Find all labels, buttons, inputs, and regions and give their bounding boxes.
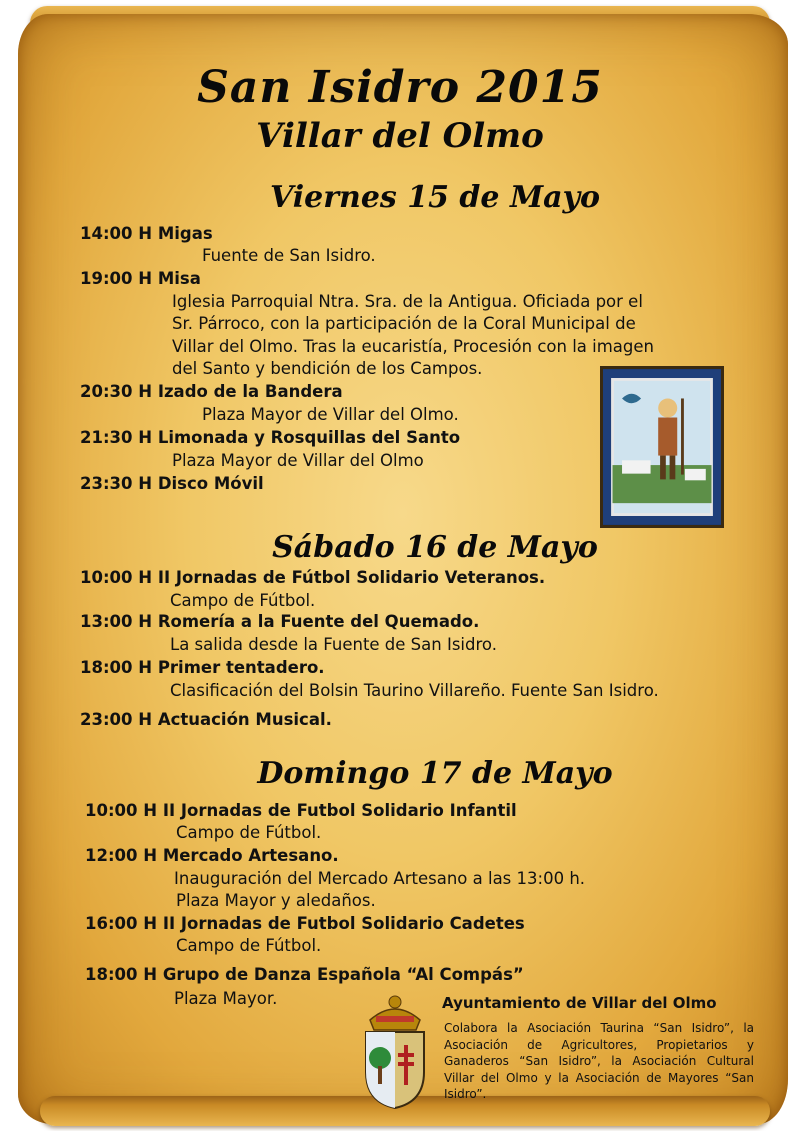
event-title: 10:00 H II Jornadas de Fútbol Solidario Veteranos. [80,568,546,587]
event-title: 16:00 H II Jornadas de Futbol Solidario Cadetes [85,914,525,933]
poster-subtitle: Villar del Olmo [256,116,544,156]
event-detail: Campo de Fútbol. [176,823,322,842]
event-title: 18:00 H Primer tentadero. [80,658,325,677]
event-detail: Sr. Párroco, con la participación de la Coral Municipal de [172,314,636,333]
event-title: 18:00 H Grupo de Danza Española “Al Compás” [85,965,524,984]
event-title: 14:00 H Migas [80,224,213,243]
event-detail: Clasificación del Bolsin Taurino Villareño. Fuente San Isidro. [170,681,659,700]
event-title: 19:00 H Misa [80,269,201,288]
event-detail: Inauguración del Mercado Artesano a las 13:00 h. [174,869,586,888]
event-title: 23:30 H Disco Móvil [80,474,264,493]
event-title: 10:00 H II Jornadas de Futbol Solidario Infantil [85,801,517,820]
event-detail: Campo de Fútbol. [176,936,322,955]
event-detail: La salida desde la Fuente de San Isidro. [170,635,497,654]
event-detail: Iglesia Parroquial Ntra. Sra. de la Antigua. Oficiada por el [172,292,643,311]
event-detail: Fuente de San Isidro. [202,246,376,265]
event-detail: del Santo y bendición de los Campos. [172,359,483,378]
event-detail: Plaza Mayor. [174,989,278,1008]
event-detail: Plaza Mayor y aledaños. [176,891,376,910]
coat-of-arms-emblem [358,990,432,1110]
event-detail: Villar del Olmo. Tras la eucaristía, Procesión con la imagen [172,337,654,356]
organizer-name: Ayuntamiento de Villar del Olmo [442,994,717,1012]
saint-tile-image [600,366,724,528]
event-title: 12:00 H Mercado Artesano. [85,846,339,865]
event-title: 13:00 H Romería a la Fuente del Quemado. [80,612,480,631]
event-detail: Plaza Mayor de Villar del Olmo [172,451,424,470]
poster-title: San Isidro 2015 [197,62,603,113]
event-title: 21:30 H Limonada y Rosquillas del Santo [80,428,461,447]
event-detail: Campo de Fútbol. [170,591,316,610]
day-heading-friday: Viernes 15 de Mayo [269,180,601,215]
day-heading-saturday: Sábado 16 de Mayo [272,530,598,565]
collaborators-text: Colabora la Asociación Taurina “San Isidro”, la Asociación de Agricultores, Propietarios y Ganaderos “San Isidro”, la Asociación Cultural Villar del Olmo y la Asociación de Mayores “San Isidro”. [444,1021,754,1101]
event-detail: Plaza Mayor de Villar del Olmo. [202,405,459,424]
day-heading-sunday: Domingo 17 de Mayo [257,756,613,791]
event-title: 23:00 H Actuación Musical. [80,710,332,729]
event-title: 20:30 H Izado de la Bandera [80,382,343,401]
